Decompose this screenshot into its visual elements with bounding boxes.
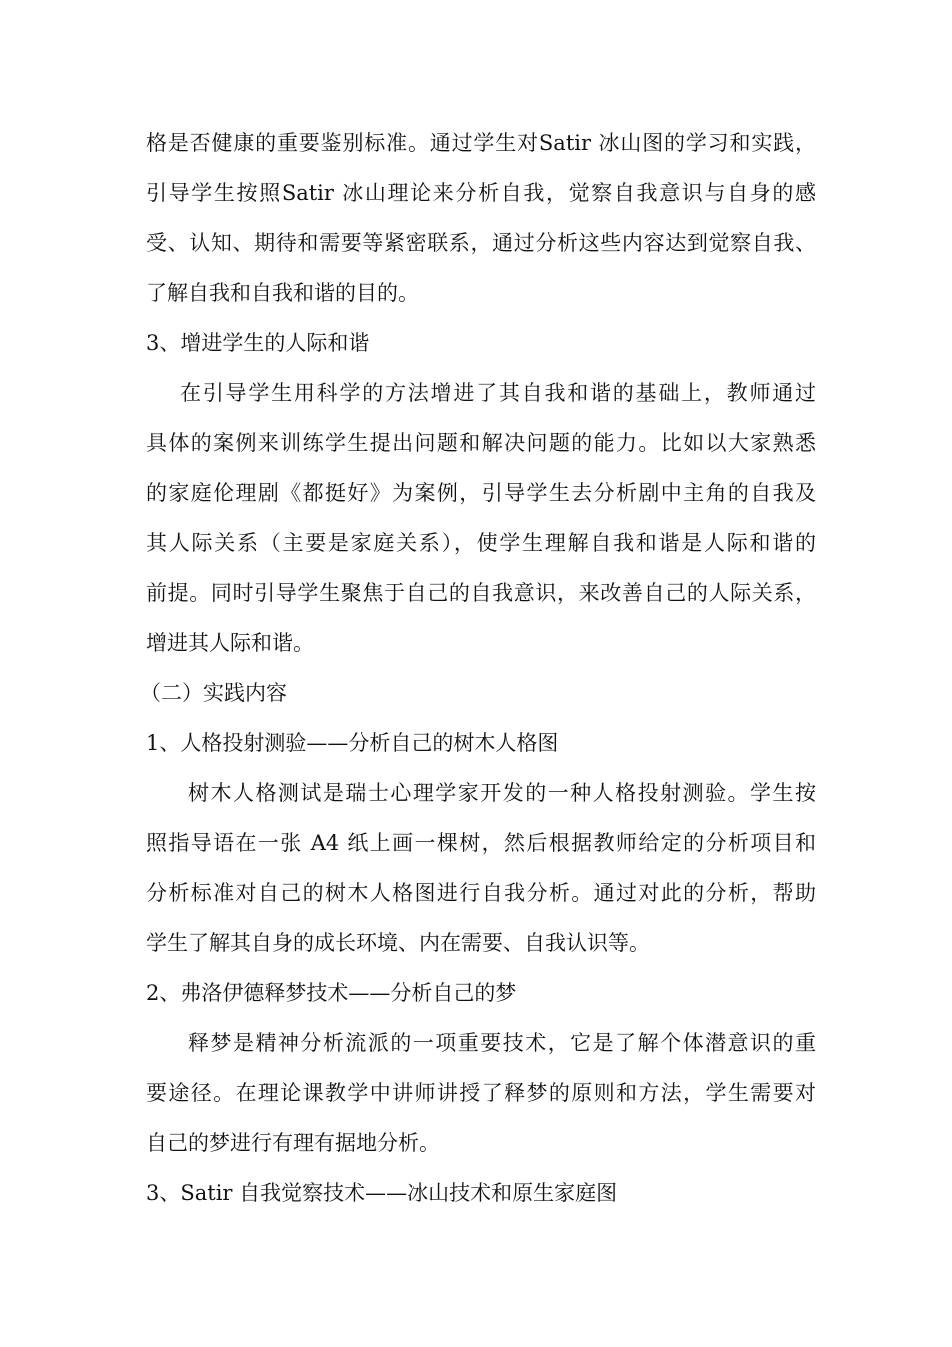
paragraph-line: 分析标准对自己的树木人格图进行自我分析。通过对此的分析，帮助 [146,881,816,905]
paragraph-line: 在引导学生用科学的方法增进了其自我和谐的基础上，教师通过 [180,381,816,405]
paragraph-line: 具体的案例来训练学生提出问题和解决问题的能力。比如以大家熟悉 [146,431,816,455]
paragraph-line: 自己的梦进行有理有据地分析。 [146,1131,440,1155]
paragraph-line: 了解自我和自我和谐的目的。 [146,281,419,305]
section-heading: 2、弗洛伊德释梦技术——分析自己的梦 [146,981,517,1005]
paragraph-line: 其人际关系（主要是家庭关系），使学生理解自我和谐是人际和谐的 [146,531,816,555]
paragraph-line: 受、认知、期待和需要等紧密联系，通过分析这些内容达到觉察自我、 [146,231,816,255]
paragraph-line: 学生了解其自身的成长环境、内在需要、自我认识等。 [146,931,650,955]
section-heading: 3、增进学生的人际和谐 [146,331,370,355]
paragraph-line: 照指导语在一张 A4 纸上画一棵树，然后根据教师给定的分析项目和 [146,831,816,855]
paragraph-line: 增进其人际和谐。 [146,631,314,655]
paragraph-line: 释梦是精神分析流派的一项重要技术，它是了解个体潜意识的重 [188,1031,816,1055]
paragraph-line: 引导学生按照Satir 冰山理论来分析自我，觉察自我意识与自身的感 [146,181,816,205]
paragraph-line: 的家庭伦理剧《都挺好》为案例，引导学生去分析剧中主角的自我及 [146,481,816,505]
paragraph-line: 格是否健康的重要鉴别标准。通过学生对Satir 冰山图的学习和实践， [146,131,816,155]
paragraph-line: 树木人格测试是瑞士心理学家开发的一种人格投射测验。学生按 [188,781,816,805]
paragraph-line: 前提。同时引导学生聚焦于自己的自我意识，来改善自己的人际关系， [146,581,816,605]
paragraph-line: 要途径。在理论课教学中讲师讲授了释梦的原则和方法，学生需要对 [146,1081,816,1105]
section-heading: （二）实践内容 [140,681,287,705]
section-heading: 3、Satir 自我觉察技术——冰山技术和原生家庭图 [146,1181,618,1205]
section-heading: 1、人格投射测验——分析自己的树木人格图 [146,731,559,755]
